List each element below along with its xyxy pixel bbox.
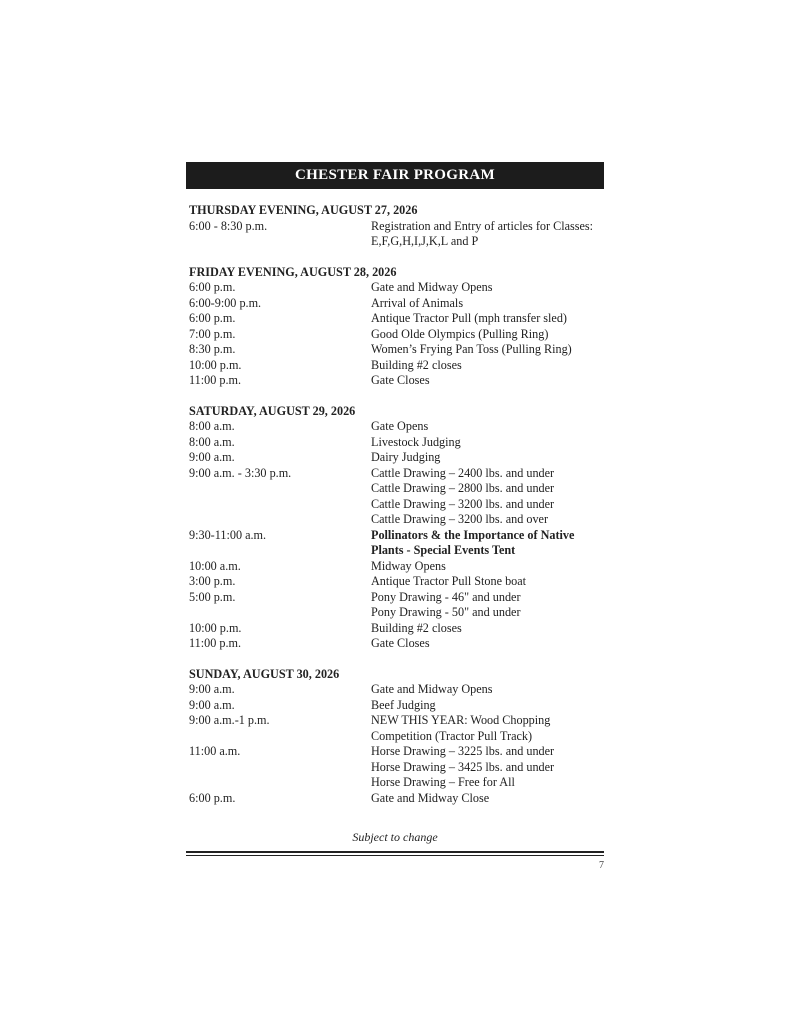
schedule-row	[189, 713, 604, 729]
schedule-row	[189, 590, 604, 606]
schedule-section	[189, 265, 604, 389]
event-description: Horse Drawing – 3425 lbs. and under	[371, 759, 555, 774]
schedule-row	[189, 512, 604, 528]
schedule-row	[189, 791, 604, 807]
schedule-row	[189, 327, 604, 343]
event-description: Cattle Drawing – 2400 lbs. and under	[371, 465, 555, 480]
schedule-section	[189, 203, 604, 250]
event-time: 9:00 a.m.	[189, 450, 235, 464]
event-time	[189, 481, 371, 497]
schedule-row	[189, 311, 604, 327]
event-description: Pollinators & the Importance of Native	[371, 527, 575, 542]
event-description: NEW THIS YEAR: Wood Chopping	[371, 713, 551, 727]
event-time: 11:00 p.m.	[189, 373, 242, 387]
event-time	[189, 512, 371, 528]
event-description: Good Olde Olympics (Pulling Ring)	[371, 326, 549, 341]
event-time: 9:00 a.m.-1 p.m.	[189, 713, 270, 727]
event-time: 6:00 p.m.	[189, 311, 236, 325]
schedule-row	[189, 775, 604, 791]
event-time: 9:00 a.m.	[189, 682, 235, 696]
event-description: Pony Drawing - 46" and under	[371, 589, 521, 604]
event-description: Women’s Frying Pan Toss (Pulling Ring)	[371, 342, 572, 356]
schedule-row	[189, 234, 604, 250]
schedule-row	[189, 219, 604, 235]
event-time: 6:00-9:00 p.m.	[189, 295, 262, 310]
schedule-row	[189, 744, 604, 760]
event-time: 8:00 a.m.	[189, 434, 235, 449]
event-description: Cattle Drawing – 3200 lbs. and under	[371, 496, 555, 511]
event-time	[189, 729, 371, 745]
event-time	[189, 234, 371, 250]
schedule-row	[189, 559, 604, 575]
event-description: Pony Drawing - 50" and under	[371, 605, 521, 619]
section-heading: FRIDAY EVENING, AUGUST 28, 2026	[189, 264, 397, 279]
schedule-row	[189, 419, 604, 435]
schedule-row	[189, 621, 604, 637]
event-time: 8:30 p.m.	[189, 342, 236, 356]
schedule-row	[189, 682, 604, 698]
schedule-row	[189, 296, 604, 312]
event-description: Gate and Midway Opens	[371, 280, 493, 294]
schedule-row	[189, 342, 604, 358]
event-time	[189, 775, 371, 791]
schedule-row	[189, 280, 604, 296]
event-time: 9:00 a.m.	[189, 697, 235, 712]
event-time: 9:00 a.m. - 3:30 p.m.	[189, 465, 292, 480]
event-time: 6:00 - 8:30 p.m.	[189, 218, 268, 233]
event-description: Registration and Entry of articles for Classes:	[371, 218, 594, 233]
event-description: Gate and Midway Opens	[371, 682, 493, 696]
event-description: Cattle Drawing – 3200 lbs. and over	[371, 512, 549, 526]
schedule-row	[189, 698, 604, 714]
page-number: 7	[599, 860, 604, 871]
schedule-row	[189, 435, 604, 451]
schedule	[189, 203, 604, 821]
event-description: Dairy Judging	[371, 450, 441, 464]
event-time	[189, 543, 371, 559]
event-description: Gate Closes	[371, 373, 430, 387]
event-description: Building #2 closes	[371, 620, 462, 635]
schedule-row	[189, 528, 604, 544]
footer-rule-thick	[186, 851, 604, 853]
schedule-row	[189, 497, 604, 513]
program-title: CHESTER FAIR PROGRAM	[295, 167, 495, 183]
event-description: Antique Tractor Pull Stone boat	[371, 574, 527, 588]
schedule-section	[189, 667, 604, 807]
event-time	[189, 605, 371, 621]
schedule-row	[189, 574, 604, 590]
event-description: Plants - Special Events Tent	[371, 543, 516, 557]
schedule-section	[189, 404, 604, 652]
event-description: Antique Tractor Pull (mph transfer sled)	[371, 311, 567, 325]
event-time: 8:00 a.m.	[189, 419, 235, 433]
event-description: Building #2 closes	[371, 357, 462, 372]
program-title-banner	[186, 162, 604, 189]
section-heading: THURSDAY EVENING, AUGUST 27, 2026	[189, 203, 418, 217]
event-time: 11:00 p.m.	[189, 636, 242, 650]
event-time: 9:30-11:00 a.m.	[189, 527, 267, 542]
event-time: 10:00 a.m.	[189, 558, 241, 573]
event-time: 7:00 p.m.	[189, 326, 236, 341]
schedule-row	[189, 358, 604, 374]
event-description: Midway Opens	[371, 558, 446, 573]
schedule-row	[189, 466, 604, 482]
schedule-row	[189, 729, 604, 745]
event-description: E,F,G,H,I,J,K,L and P	[371, 234, 479, 248]
event-description: Competition (Tractor Pull Track)	[371, 728, 533, 743]
schedule-row	[189, 636, 604, 652]
event-description: Gate Closes	[371, 636, 430, 650]
schedule-row	[189, 605, 604, 621]
event-description: Arrival of Animals	[371, 295, 464, 310]
event-time: 10:00 p.m.	[189, 620, 242, 635]
event-time: 6:00 p.m.	[189, 790, 236, 805]
event-description: Horse Drawing – 3225 lbs. and under	[371, 744, 555, 758]
schedule-row	[189, 373, 604, 389]
event-time: 10:00 p.m.	[189, 357, 242, 372]
section-heading: SATURDAY, AUGUST 29, 2026	[189, 403, 356, 418]
event-description: Gate Opens	[371, 419, 429, 433]
schedule-row	[189, 450, 604, 466]
event-time: 11:00 a.m.	[189, 744, 241, 758]
footer-rule-thin	[186, 855, 604, 856]
event-description: Livestock Judging	[371, 434, 461, 449]
event-time	[189, 760, 371, 776]
event-time	[189, 497, 371, 513]
event-description: Horse Drawing – Free for All	[371, 775, 515, 789]
subject-to-change-note: Subject to change	[352, 830, 438, 844]
event-time: 6:00 p.m.	[189, 280, 236, 294]
event-description: Cattle Drawing – 2800 lbs. and under	[371, 481, 555, 495]
schedule-row	[189, 481, 604, 497]
section-heading: SUNDAY, AUGUST 30, 2026	[189, 666, 340, 681]
event-description: Gate and Midway Close	[371, 790, 490, 805]
event-time: 3:00 p.m.	[189, 574, 236, 588]
schedule-row	[189, 543, 604, 559]
event-time: 5:00 p.m.	[189, 589, 236, 604]
event-description: Beef Judging	[371, 697, 436, 712]
schedule-row	[189, 760, 604, 776]
